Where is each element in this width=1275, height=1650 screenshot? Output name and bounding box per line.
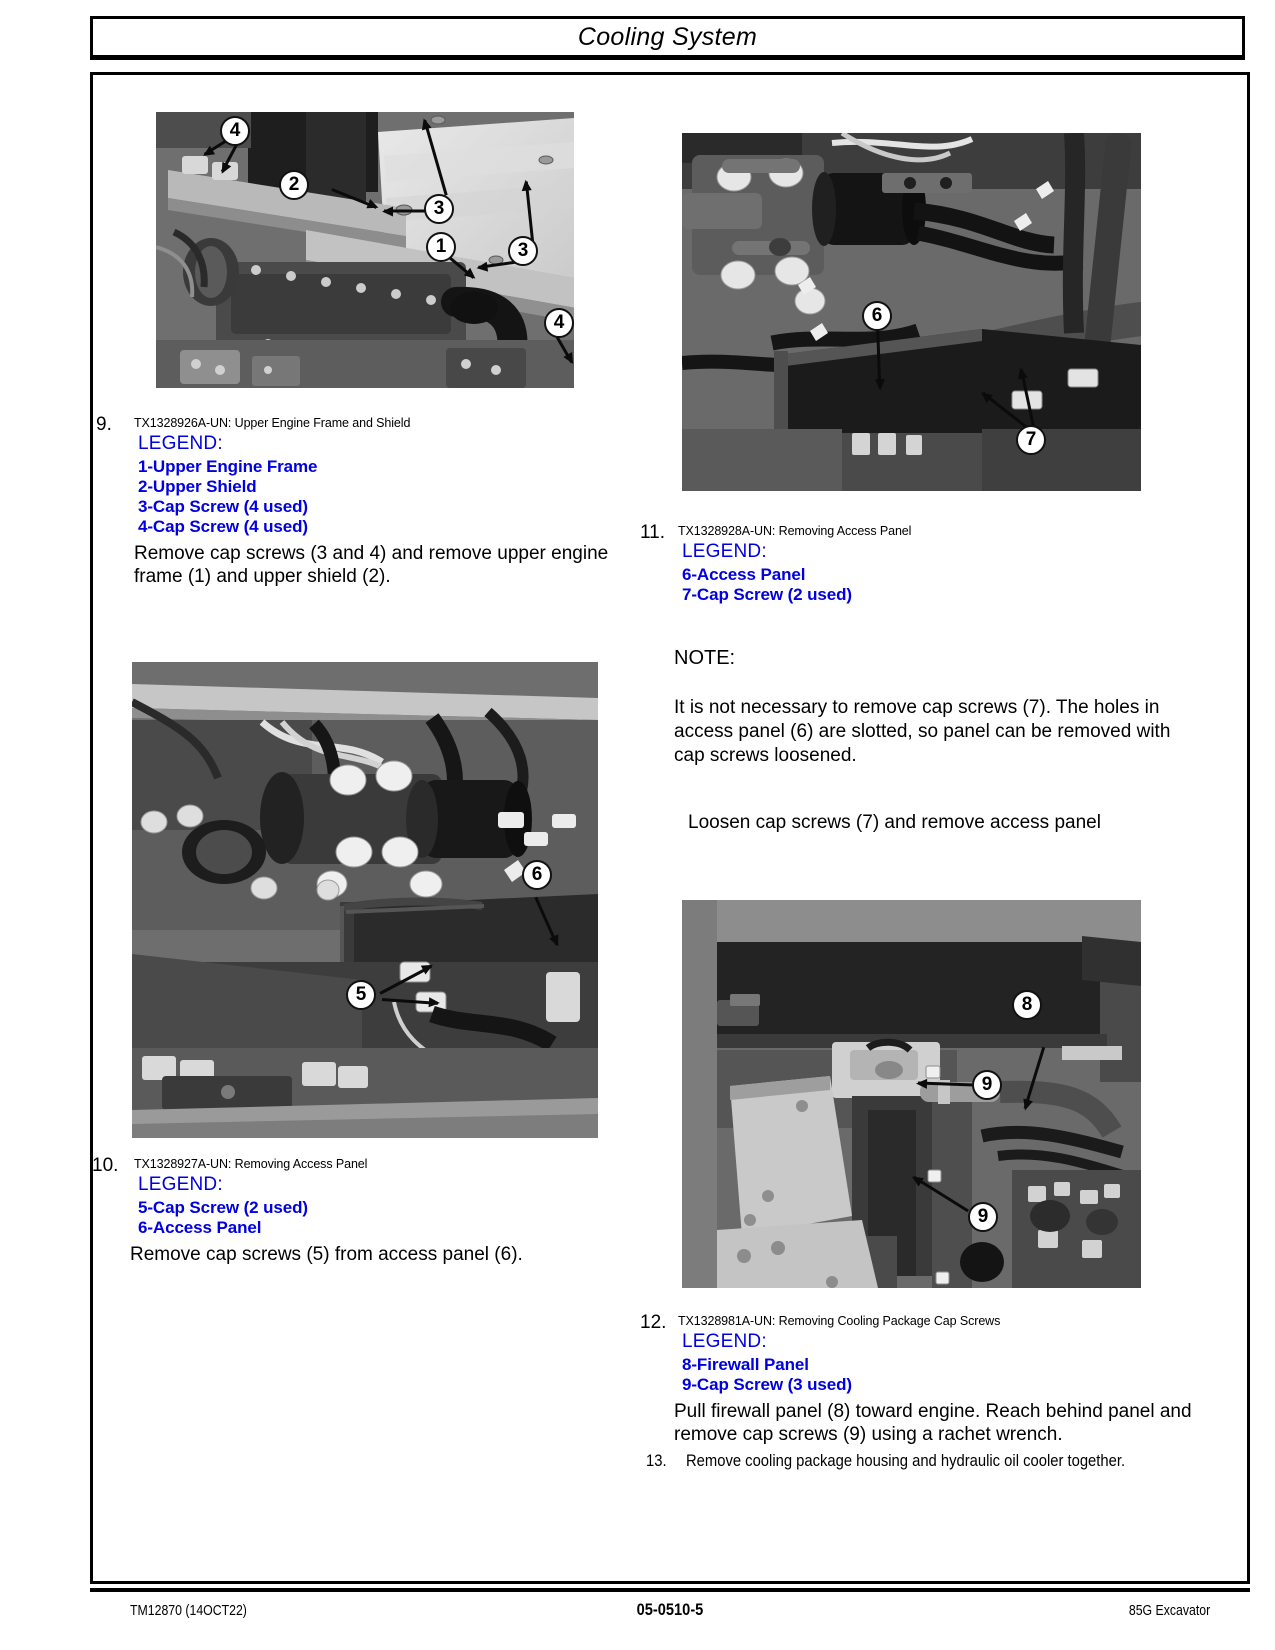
legend-item: 6-Access Panel (138, 1218, 262, 1238)
figure-removing-access-panel-right (682, 133, 1141, 491)
step-9-caption-id: TX1328926A-UN: Upper Engine Frame and Shield (134, 416, 411, 430)
legend-item: 8-Firewall Panel (682, 1355, 809, 1374)
step-12-legend-heading: LEGEND: (682, 1331, 767, 1352)
callout-4-top: 4 (220, 116, 250, 146)
figure-removing-access-panel-left (132, 662, 598, 1138)
footer-model: 85G Excavator (1128, 1602, 1210, 1619)
step-13-number: 13. (646, 1451, 667, 1470)
callout-9-upper: 9 (972, 1070, 1002, 1100)
page-footer (90, 1600, 1250, 1630)
callout-6: 6 (862, 301, 892, 331)
step-11-number: 11. (640, 522, 666, 543)
note-label: NOTE: (674, 647, 736, 670)
footer-page-number: 05-0510-5 (636, 1600, 704, 1619)
step-10-caption-id: TX1328927A-UN: Removing Access Panel (134, 1157, 368, 1171)
callout-4-bottom: 4 (544, 308, 574, 338)
step-10-legend-heading: LEGEND: (138, 1174, 223, 1195)
figure-upper-engine-frame-and-shield (156, 112, 574, 388)
legend-item: 1-Upper Engine Frame (138, 457, 318, 476)
page-header (90, 16, 1245, 60)
step-12-number: 12. (640, 1312, 667, 1333)
step-10-number: 10. (92, 1155, 119, 1176)
footer-manual-id: TM12870 (14OCT22) (130, 1602, 247, 1619)
footer-divider (90, 1588, 1250, 1592)
step-9-body: Remove cap screws (3 and 4) and remove upper engine frame (1) and upper shield (2). (134, 543, 609, 588)
callout-3-upper: 3 (424, 194, 454, 224)
step-13-body: Remove cooling package housing and hydraulic oil cooler together. (686, 1451, 1126, 1470)
step-10-body: Remove cap screws (5) from access panel (6). (130, 1244, 523, 1266)
callout-5: 5 (346, 980, 376, 1010)
step-12-body: Pull firewall panel (8) toward engine. Reach behind panel and remove cap screws (9) using a rachet wrench. (674, 1401, 1192, 1446)
legend-item: 3-Cap Screw (4 used) (138, 497, 308, 517)
figure-removing-cooling-package-cap-screws (682, 900, 1141, 1288)
step-9-number: 9. (96, 414, 112, 435)
step-11-legend-heading: LEGEND: (682, 541, 767, 562)
step-11-body: Loosen cap screws (7) and remove access panel (688, 812, 1101, 834)
legend-item: 5-Cap Screw (2 used) (138, 1198, 308, 1217)
note-text: It is not necessary to remove cap screws (7). The holes in access panel (6) are slotted, so panel can be removed with cap screws loosened. (674, 697, 1171, 766)
step-9-legend-heading: LEGEND: (138, 433, 223, 454)
callout-2: 2 (279, 170, 309, 200)
step-12-caption-id: TX1328981A-UN: Removing Cooling Package Cap Screws (678, 1314, 1001, 1328)
callout-6: 6 (522, 860, 552, 890)
legend-item: 6-Access Panel (682, 565, 806, 584)
callout-3-lower: 3 (508, 236, 538, 266)
legend-item: 2-Upper Shield (138, 477, 257, 497)
callout-1: 1 (426, 232, 456, 262)
page-title: Cooling System (577, 22, 758, 51)
legend-item: 7-Cap Screw (2 used) (682, 585, 852, 605)
callout-9-lower: 9 (968, 1202, 998, 1232)
step-11-caption-id: TX1328928A-UN: Removing Access Panel (678, 524, 912, 538)
callout-7: 7 (1016, 425, 1046, 455)
legend-item: 4-Cap Screw (4 used) (138, 517, 308, 537)
callout-8: 8 (1012, 990, 1042, 1020)
legend-item: 9-Cap Screw (3 used) (682, 1375, 852, 1395)
